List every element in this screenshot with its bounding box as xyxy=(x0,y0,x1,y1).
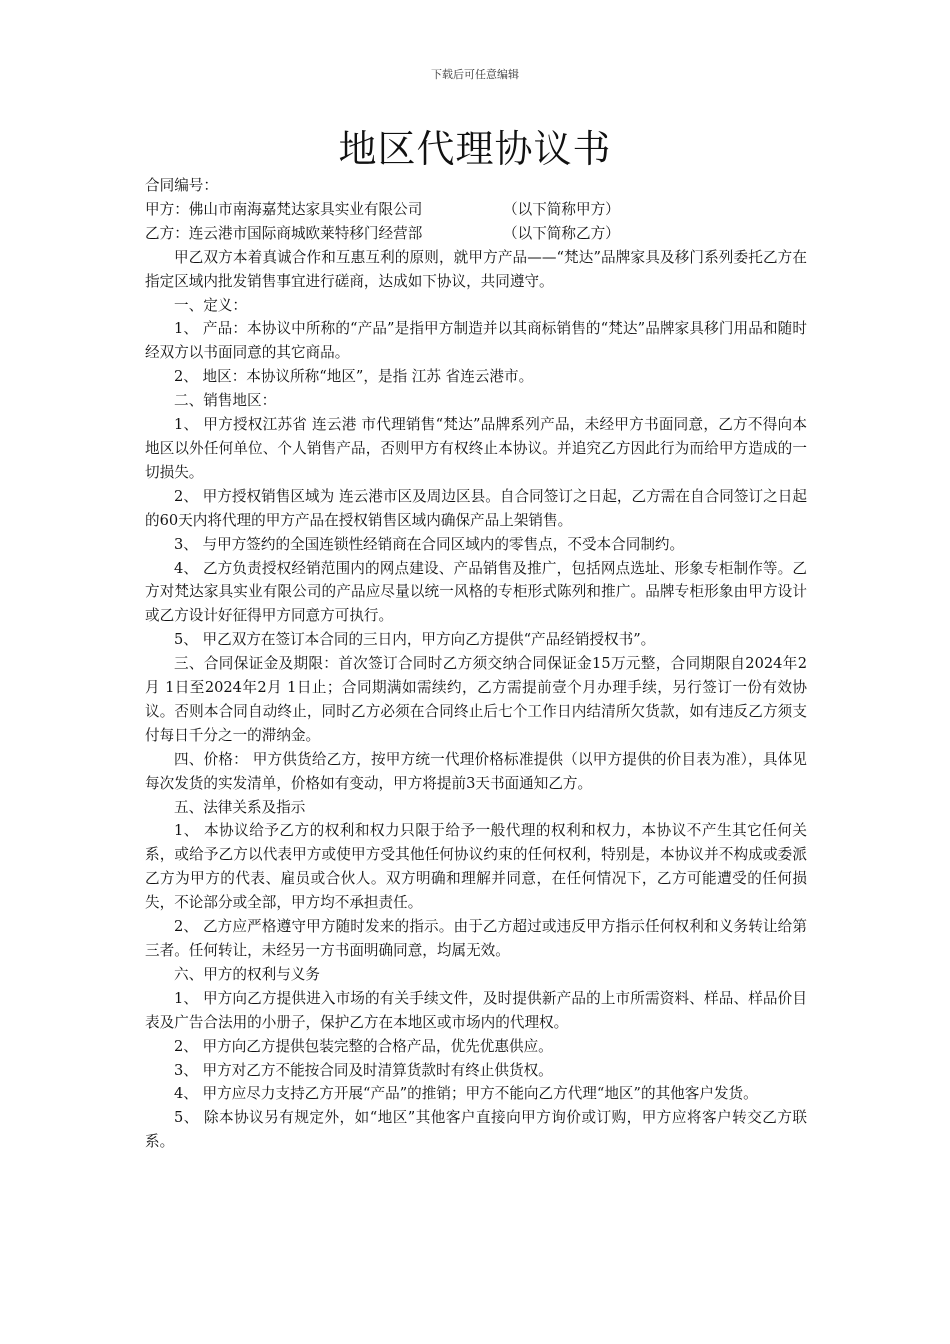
party-a-alias: （以下简称甲方） xyxy=(503,200,620,218)
clause-paragraph: 5、 甲乙双方在签订本合同的三日内，甲方向乙方提供“产品经销授权书”。 xyxy=(174,631,656,649)
section-heading-definitions: 一、定义： xyxy=(174,296,247,314)
document-title: 地区代理协议书 xyxy=(338,127,612,171)
clause-paragraph: 2、 甲方向乙方提供包装完整的合格产品，优先优惠供应。 xyxy=(174,1037,553,1055)
document-body xyxy=(145,174,807,1154)
clause-paragraph: 2、 地区：本协议所称“地区”，是指 江苏 省连云港市。 xyxy=(174,368,534,386)
section-heading-legal-relations: 五、法律关系及指示 xyxy=(174,798,306,816)
clause-paragraph: 2、 乙方应严格遵守甲方随时发来的指示。由于乙方超过或违反甲方指示任何权利和义务转让给第三者。任何转让，未经另一方书面明确同意，均属无效。 xyxy=(145,918,807,959)
clause-paragraph: 1、 产品：本协议中所称的“产品”是指甲方制造并以其商标销售的“梵达”品牌家具移门用品和随时经双方以书面同意的其它商品。 xyxy=(145,320,807,362)
party-b-line xyxy=(145,222,807,246)
party-b-alias: （以下简称乙方） xyxy=(503,224,620,242)
contract-number-label: 合同编号： xyxy=(145,177,218,194)
clause-paragraph: 1、 本协议给予乙方的权利和权力只限于给予一般代理的权利和权力，本协议不产生其它任何关系，或给予乙方以代表甲方或使甲方受其他任何协议约束的任何权利，特别是，本协议并不构成或委派乙方为甲方的代表、雇员或合伙人。双方明确和理解并同意，在任何情况下，乙方可能遭受的任何损失，不论部分或全部，甲方均不承担责任。 xyxy=(145,822,807,912)
section-deposit-term: 三、合同保证金及期限：首次签订合同时乙方须交纳合同保证金15万元整，合同期限自2024年2月 1日至2024年2月 1日止；合同期满如需续约，乙方需提前壹个月办理手续，另行签订一份有效协议。否则本合同自动终止，同时乙方必须在合同终止后七个工作日内结清所欠货款，如有违反乙方须支付每日千分之一的滞纳金。 xyxy=(145,655,807,744)
section-heading-sales-region: 二、销售地区： xyxy=(174,392,277,410)
clause-paragraph: 3、 甲方对乙方不能按合同及时清算货款时有终止供货权。 xyxy=(174,1061,553,1079)
preamble-paragraph: 甲乙双方本着真诚合作和互惠互利的原则，就甲方产品——“梵达”品牌家具及移门系列委托乙方在指定区域内批发销售事宜进行磋商，达成如下协议，共同遵守。 xyxy=(145,248,807,290)
section-price: 四、价格： 甲方供货给乙方，按甲方统一代理价格标准提供（以甲方提供的价目表为准），具体见每次发货的实发清单，价格如有变动，甲方将提前3天书面通知乙方。 xyxy=(145,750,807,792)
clause-paragraph: 1、 甲方向乙方提供进入市场的有关手续文件，及时提供新产品的上市所需资料、样品、样品价目表及广告合法用的小册子，保护乙方在本地区或市场内的代理权。 xyxy=(145,989,807,1031)
header-note: 下载后可任意编辑 xyxy=(431,68,519,81)
party-a-name: 甲方：佛山市南海嘉梵达家具实业有限公司 xyxy=(145,200,423,218)
party-b-name: 乙方：连云港市国际商城欧莱特移门经营部 xyxy=(145,224,423,242)
clause-paragraph: 2、 甲方授权销售区域为 连云港市区及周边区县。自合同签订之日起，乙方需在自合同签订之日起的60天内将代理的甲方产品在授权销售区域内确保产品上架销售。 xyxy=(145,487,807,529)
clause-paragraph: 4、 甲方应尽力支持乙方开展“产品”的推销；甲方不能向乙方代理“地区”的其他客户发货。 xyxy=(174,1085,758,1103)
party-a-line xyxy=(145,198,807,222)
clause-paragraph: 4、 乙方负责授权经销范围内的网点建设、产品销售及推广，包括网点选址、形象专柜制作等。乙方对梵达家具实业有限公司的产品应尽量以统一风格的专柜形式陈列和推广。品牌专柜形象由甲方设计或乙方设计好征得甲方同意方可执行。 xyxy=(145,559,807,625)
clause-paragraph: 1、 甲方授权江苏省 连云港 市代理销售“梵达”品牌系列产品，未经甲方书面同意，乙方不得向本地区以外任何单位、个人销售产品，否则甲方有权终止本协议。并追究乙方因此行为而给甲方造成的一切损失。 xyxy=(145,416,807,481)
clause-paragraph: 3、 与甲方签约的全国连锁性经销商在合同区域内的零售点，不受本合同制约。 xyxy=(174,535,685,553)
clause-paragraph: 5、 除本协议另有规定外，如“地区”其他客户直接向甲方询价或订购，甲方应将客户转交乙方联系。 xyxy=(145,1109,807,1151)
section-heading-party-a-rights: 六、甲方的权利与义务 xyxy=(174,965,320,983)
